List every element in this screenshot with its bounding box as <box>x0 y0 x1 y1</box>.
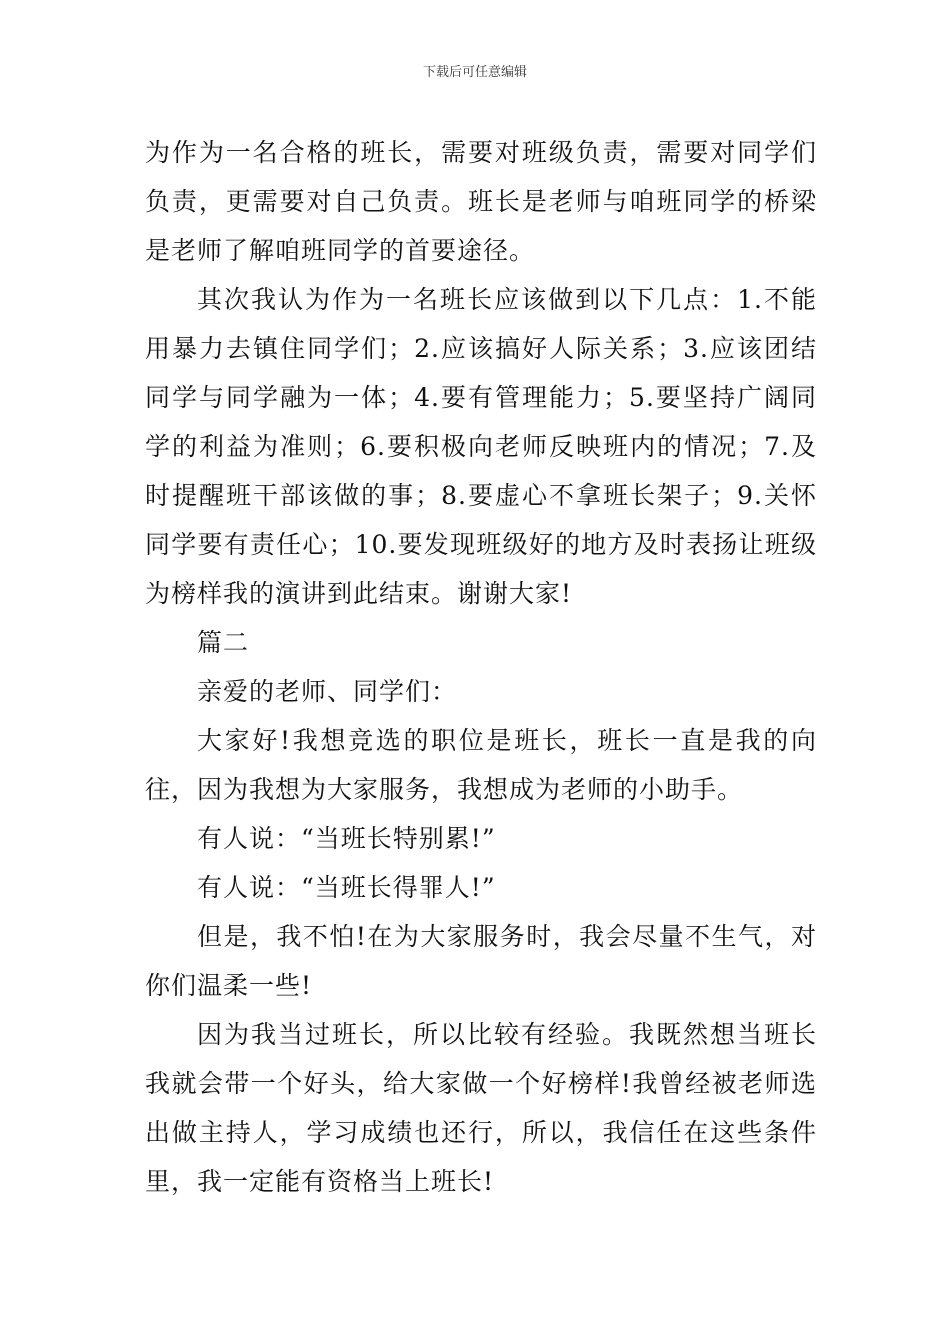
section-heading: 篇二 <box>197 628 250 657</box>
paragraph-8: 但是，我不怕!在为大家服务时，我会尽量不生气，对你们温柔一些! <box>145 922 817 1000</box>
paragraph-5: 大家好!我想竞选的职位是班长，班长一直是我的向往，因为我想为大家服务，我想成为老师的小助手。 <box>145 726 817 804</box>
document-body <box>145 128 817 1206</box>
paragraph-2: 其次我认为作为一名班长应该做到以下几点：1.不能用暴力去镇住同学们；2.应该搞好人际关系；3.应该团结同学与同学融为一体；4.要有管理能力；5.要坚持广阔同学的利益为准则；6.要积极向老师反映班内的情况；7.及时提醒班干部该做的事；8.要虚心不拿班长架子；9.关怀同学要有责任心；10.要发现班级好的地方及时表扬让班级为榜样我的演讲到此结束。谢谢大家! <box>145 285 817 608</box>
paragraph-7: 有人说：“当班长得罪人!” <box>197 873 496 902</box>
salutation: 亲爱的老师、同学们： <box>197 677 458 706</box>
page-header-note: 下载后可任意编辑 <box>422 65 527 80</box>
paragraph-6: 有人说：“当班长特别累!” <box>197 824 496 853</box>
paragraph-1: 为作为一名合格的班长，需要对班级负责，需要对同学们负责，更需要对自己负责。班长是老师与咱班同学的桥梁是老师了解咱班同学的首要途径。 <box>145 138 817 265</box>
paragraph-9: 因为我当过班长，所以比较有经验。我既然想当班长我就会带一个好头，给大家做一个好榜样!我曾经被老师选出做主持人，学习成绩也还行，所以，我信任在这些条件里，我一定能有资格当上班长! <box>145 1020 817 1196</box>
